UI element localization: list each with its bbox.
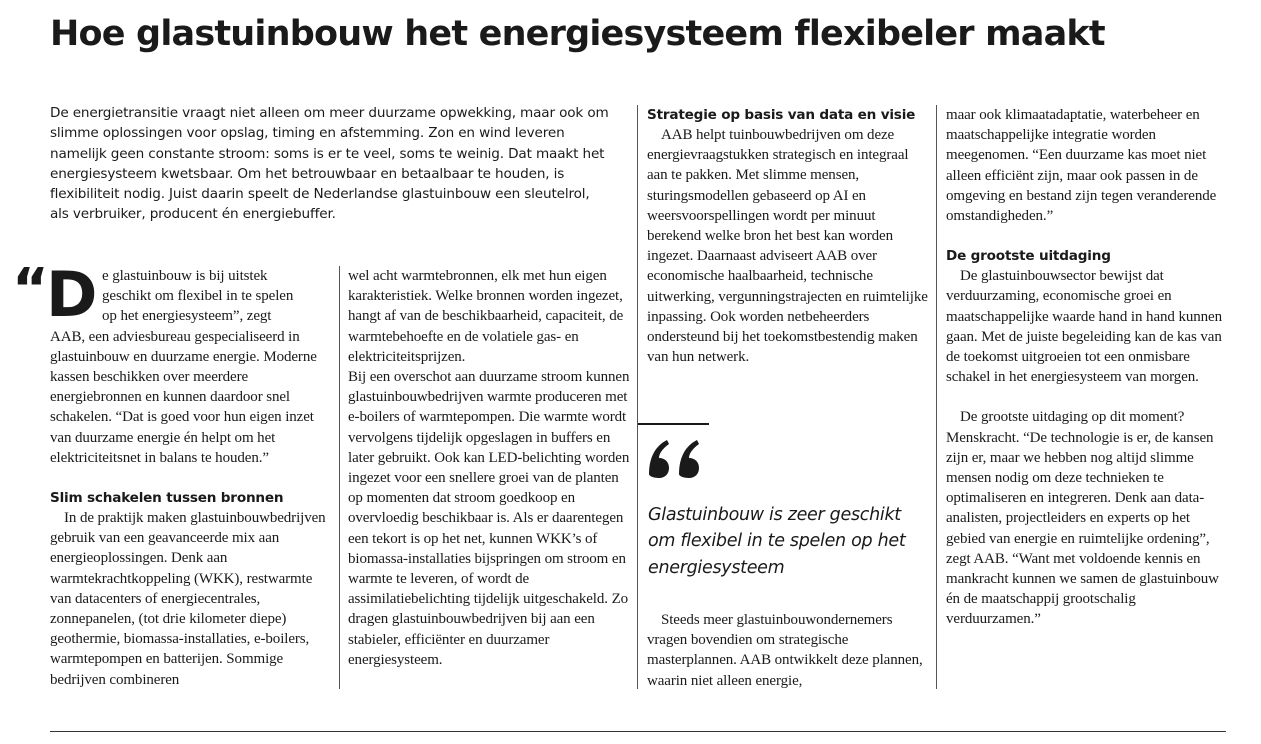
paragraph: In de praktijk maken glastuinbouwbedrijven gebruik van een geavanceerde mix aan energieoplossingen. Denk aan warmtekrachtkoppeling (WKK), restwarmte van datacenters of energiecentrales, zonnepanelen, (tot drie kilometer diepe) geothermie, biomassa-installaties, e-boilers, warmtepompen en batterijen. Sommige bedrijven combineren: [50, 510, 326, 688]
drop-cap-quote-mark: “: [12, 257, 49, 322]
article-headline: Hoe glastuinbouw het energiesysteem flexibeler maakt: [50, 14, 1105, 54]
pullquote-text: Glastuinbouw is zeer geschikt om flexibel in te spelen op het energiesysteem: [648, 504, 906, 578]
paragraph: Steeds meer glastuinbouwondernemers vragen bovendien om strategische masterplannen. AAB ontwikkelt deze plannen, waarin niet alleen energie,: [647, 612, 923, 689]
quote-mark-icon: [645, 422, 707, 484]
paragraph: maar ook klimaatadaptatie, waterbeheer en maatschappelijke integratie worden meegenomen. “Een duurzame kas moet niet alleen efficiënt zijn, maar ook passen in de omgeving en bestand zijn tegen veranderende omstandigheden.”: [946, 107, 1217, 225]
section-heading-slim-schakelen: Slim schakelen tussen bronnen: [50, 490, 284, 507]
paragraph: De glastuinbouwsector bewijst dat verduurzaming, economische groei en maatschappelijke waarde hand in hand kunnen gaan. Met de juiste begeleiding kan de kas van de toekomst uitgroeien tot een onmisbare schakel in het energiesysteem van morgen.: [946, 268, 1223, 386]
column-3: [647, 105, 929, 367]
column-2: [348, 266, 630, 670]
paragraph: wel acht warmtebronnen, elk met hun eigen karakteristiek. Welke bronnen worden ingezet, hangt af van de beschikbaarheid, capaciteit, de warmtebehoefte en de volatiele gas- en elektriciteitsprijzen.: [348, 268, 624, 365]
paragraph-opening-line-3: op het energiesysteem”, zegt: [102, 308, 272, 325]
paragraph: De grootste uitdaging op dit moment? Menskracht. “De technologie is er, de kansen zijn er, maar we hebben nog altijd slimme mensen nodig om deze technieken te optimaliseren en integreren. Denk aan data-analisten, projectleiders en experts op het gebied van energie en ruimtelijke ordening”, zegt AAB. “Want met voldoende kennis en mankracht kunnen we samen de glastuinbouw én de maatschappij grootschalig verduurzamen.”: [946, 409, 1219, 628]
paragraph-opening-rest: AAB, een adviesbureau gespecialiseerd in glastuinbouw en duurzame energie. Moderne kassen beschikken over meerdere energiebronnen en kunnen daardoor snel schakelen. “Dat is goed voor hun eigen inzet van duurzame energie én helpt om het elektriciteitsnet in balans te houden.”: [50, 328, 317, 466]
drop-cap-letter: D: [46, 258, 98, 331]
paragraph-opening-line-1: e glastuinbouw is bij uitstek: [102, 268, 268, 284]
column-4: [946, 105, 1228, 630]
paragraph: AAB helpt tuinbouwbedrijven om deze energievraagstukken strategisch en integraal aan te pakken. Met slimme mensen, sturingsmodellen gebaseerd op AI en weersvoorspellingen wordt per minuut berekend welke bron het best kan worden ingezet. Daarnaast adviseert AAB over economische haalbaarheid, technische uitwerking, vergunningstrajecten en ruimtelijke inpassing. Ook worden netbeheerders ondersteund bij het toekomstbestendig maken van hun netwerk.: [647, 127, 928, 366]
column-divider: [339, 266, 340, 689]
paragraph: Bij een overschot aan duurzame stroom kunnen glastuinbouwbedrijven warmte produceren met e-boilers of warmtepompen. Die warmte wordt vervolgens tijdelijk opgeslagen in buffers en later gebruikt. Ook kan LED-belichting worden ingezet voor een snellere groei van de planten op momenten dat stroom goedkoop en overvloedig beschikbaar is. Als er daarentegen een tekort is op het net, kunnen WKK’s of biomassa-installaties bijspringen om stroom en warmte te leveren, of wordt de assimilatiebelichting tijdelijk uitgeschakeld. Zo dragen glastuinbouwbedrijven bij aan een stabieler, efficiënter en duurzamer energiesysteem.: [348, 369, 630, 668]
article-intro: De energietransitie vraagt niet alleen om meer duurzame opwekking, maar ook om slimme oplossingen voor opslag, timing en afstemming. Zon en wind leveren namelijk geen constante stroom: soms is er te veel, soms te weinig. Dat maakt het energiesysteem kwetsbaar. Om het betrouwbaar en betaalbaar te houden, is flexibiliteit nodig. Juist daarin speelt de Nederlandse glastuinbouw een sleutelrol, als verbruiker, producent én energiebuffer.: [50, 105, 609, 223]
section-heading-grootste-uitdaging: De grootste uitdaging: [946, 248, 1111, 265]
column-1: [50, 266, 332, 690]
paragraph-opening-line-2: geschikt om flexibel in te spelen: [102, 288, 294, 305]
section-heading-strategie: Strategie op basis van data en visie: [647, 107, 916, 123]
column-3-continued: [647, 610, 929, 691]
column-divider: [936, 105, 937, 689]
column-divider: [637, 105, 638, 689]
bottom-divider: [50, 731, 1226, 732]
